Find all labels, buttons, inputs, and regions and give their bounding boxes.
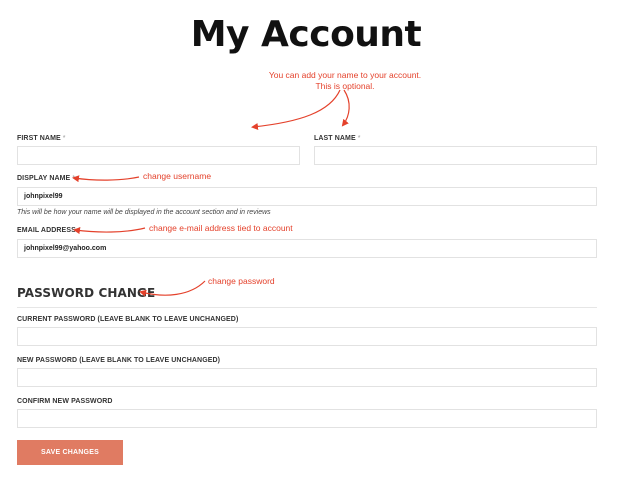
name-annotation-line-2: This is optional. bbox=[315, 81, 375, 91]
display-name-label bbox=[17, 175, 75, 182]
page-title: My Account bbox=[190, 14, 422, 55]
last-name-label bbox=[314, 135, 361, 142]
name-annotation-line-1: You can add your name to your account. bbox=[268, 70, 422, 80]
email-label bbox=[17, 227, 81, 234]
username-annotation-note: change username bbox=[143, 171, 212, 181]
confirm-password-input[interactable] bbox=[17, 409, 597, 428]
required-mark: * bbox=[357, 135, 361, 142]
display-name-input[interactable]: johnpixel99 bbox=[17, 187, 597, 206]
password-change-heading: PASSWORD CHANGE bbox=[17, 286, 156, 300]
arrow-to-email bbox=[75, 228, 145, 232]
name-annotation-note bbox=[255, 70, 435, 92]
first-name-input[interactable] bbox=[17, 146, 300, 165]
current-password-input[interactable] bbox=[17, 327, 597, 346]
email-label-text: EMAIL ADDRESS bbox=[17, 227, 76, 234]
display-name-label-text: DISPLAY NAME bbox=[17, 175, 71, 182]
last-name-label-text: LAST NAME bbox=[314, 135, 356, 142]
new-password-label: NEW PASSWORD (LEAVE BLANK TO LEAVE UNCHANGED) bbox=[17, 357, 221, 364]
email-input[interactable]: johnpixel99@yahoo.com bbox=[17, 239, 597, 258]
confirm-password-label: CONFIRM NEW PASSWORD bbox=[17, 398, 113, 405]
section-divider bbox=[17, 307, 597, 308]
save-changes-button[interactable]: SAVE CHANGES bbox=[17, 440, 123, 465]
arrow-to-display-name bbox=[74, 177, 139, 180]
last-name-input[interactable] bbox=[314, 146, 597, 165]
required-mark: * bbox=[72, 175, 76, 182]
first-name-label-text: FIRST NAME bbox=[17, 135, 61, 142]
new-password-input[interactable] bbox=[17, 368, 597, 387]
display-name-help-text: This will be how your name will be displayed in the account section and in reviews bbox=[17, 209, 271, 216]
arrow-to-last-name bbox=[343, 90, 349, 125]
arrow-to-first-name bbox=[253, 90, 340, 127]
email-annotation-note: change e-mail address tied to account bbox=[149, 223, 293, 233]
password-annotation-note: change password bbox=[208, 276, 275, 286]
required-mark: * bbox=[77, 227, 81, 234]
current-password-label: CURRENT PASSWORD (LEAVE BLANK TO LEAVE UNCHANGED) bbox=[17, 316, 239, 323]
first-name-label bbox=[17, 135, 66, 142]
required-mark: * bbox=[62, 135, 66, 142]
